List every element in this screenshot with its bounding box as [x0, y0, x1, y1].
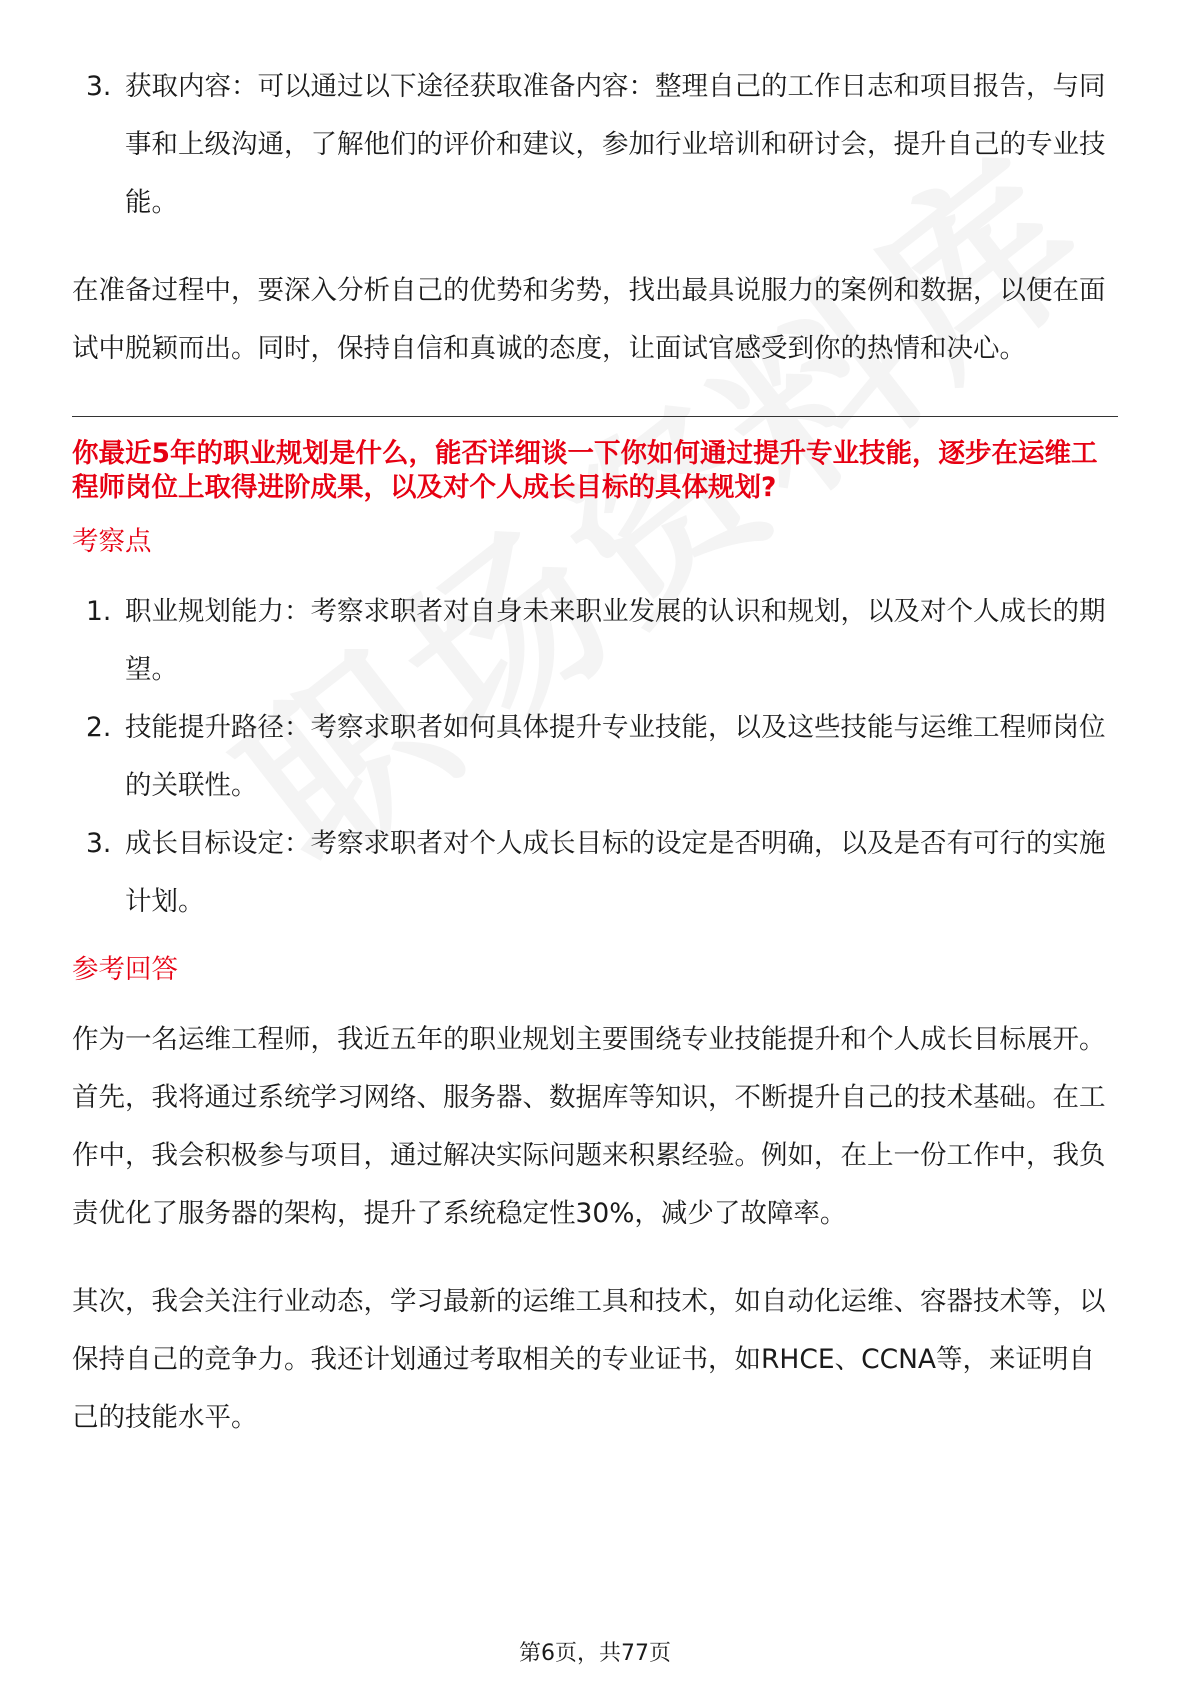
exam-points-heading: 考察点: [72, 526, 152, 557]
page-footer: 第6页，共77页: [519, 1641, 671, 1666]
list-item: [72, 58, 1118, 232]
list-number: 2.: [86, 712, 112, 743]
list-text: 技能提升路径：考察求职者如何具体提升专业技能，以及这些技能与运维工程师岗位的关联性。: [125, 712, 1106, 801]
list-text: 获取内容：可以通过以下途径获取准备内容：整理自己的工作日志和项目报告，与同事和上级沟通，了解他们的评价和建议，参加行业培训和研讨会，提升自己的专业技能。: [125, 71, 1106, 218]
list-item: [72, 699, 1118, 815]
list-text: 职业规划能力：考察求职者对自身未来职业发展的认识和规划，以及对个人成长的期望。: [125, 596, 1106, 685]
answer-paragraph: 作为一名运维工程师，我近五年的职业规划主要围绕专业技能提升和个人成长目标展开。首先，我将通过系统学习网络、服务器、数据库等知识，不断提升自己的技术基础。在工作中，我会积极参与项目，通过解决实际问题来积累经验。例如，在上一份工作中，我负责优化了服务器的架构，提升了系统稳定性30%，减少了故障率。: [72, 1024, 1106, 1229]
list-item: [72, 815, 1118, 931]
intro-list: [72, 58, 1118, 232]
list-number: 3.: [86, 71, 112, 102]
list-number: 1.: [86, 596, 112, 627]
page-content: [72, 58, 1118, 1447]
section-divider: [72, 416, 1118, 417]
answer-paragraph: 其次，我会关注行业动态，学习最新的运维工具和技术，如自动化运维、容器技术等，以保持自己的竞争力。我还计划通过考取相关的专业证书，如RHCE、CCNA等，来证明自己的技能水平。: [72, 1286, 1106, 1433]
list-number: 3.: [86, 828, 112, 859]
list-item: [72, 583, 1118, 699]
interview-question: 你最近5年的职业规划是什么，能否详细谈一下你如何通过提升专业技能，逐步在运维工程师岗位上取得进阶成果，以及对个人成长目标的具体规划?: [72, 438, 1098, 503]
answer-heading: 参考回答: [72, 954, 178, 985]
intro-paragraph: 在准备过程中，要深入分析自己的优势和劣势，找出最具说服力的案例和数据，以便在面试中脱颖而出。同时，保持自信和真诚的态度，让面试官感受到你的热情和决心。: [72, 275, 1106, 364]
list-text: 成长目标设定：考察求职者对个人成长目标的设定是否明确，以及是否有可行的实施计划。: [125, 828, 1106, 917]
exam-points-list: [72, 583, 1118, 931]
